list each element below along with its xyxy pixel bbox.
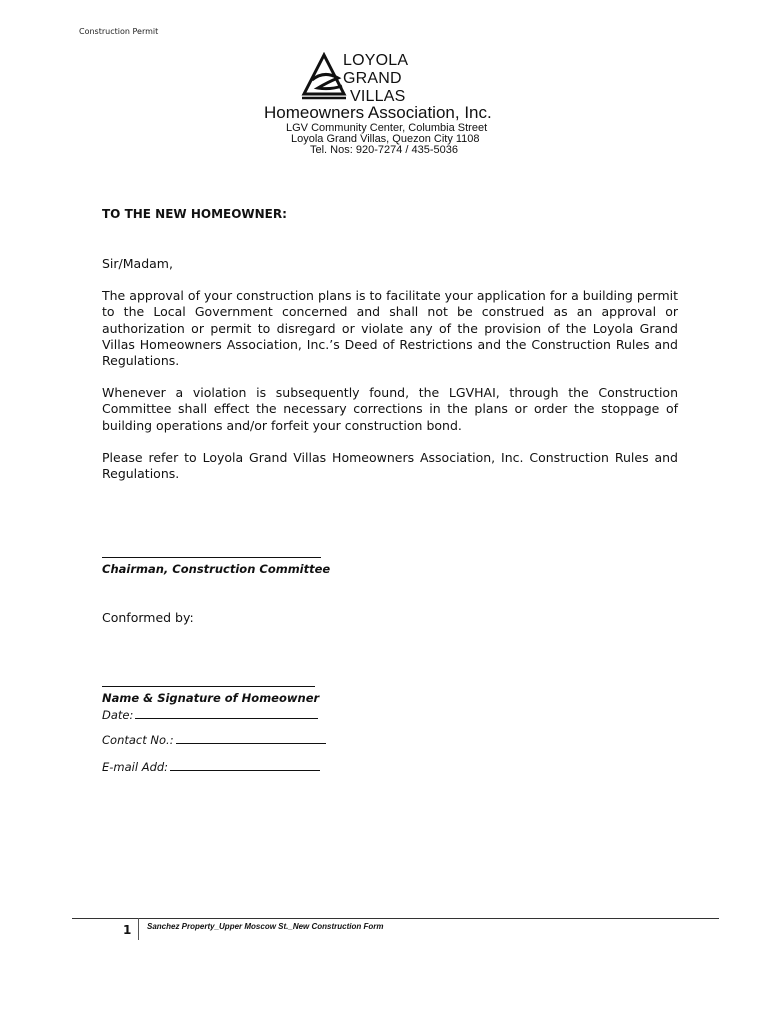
contact-blank[interactable] xyxy=(176,732,326,744)
date-field xyxy=(102,707,318,722)
logo-word-villas: VILLAS xyxy=(350,88,406,105)
footer-divider xyxy=(72,918,719,919)
homeowner-signature-line[interactable] xyxy=(102,686,315,687)
organization-name: Homeowners Association, Inc. xyxy=(264,103,492,122)
salutation: Sir/Madam, xyxy=(102,256,173,271)
footer-separator xyxy=(138,918,139,940)
email-blank[interactable] xyxy=(170,759,320,771)
contact-label: Contact No.: xyxy=(102,733,174,747)
logo-word-grand: GRAND xyxy=(343,70,402,87)
date-label: Date: xyxy=(102,708,134,722)
date-blank[interactable] xyxy=(135,707,318,719)
page-number: 1 xyxy=(123,923,132,937)
footer-document-name: Sanchez Property_Upper Moscow St._New Construction Form xyxy=(147,922,384,931)
contact-field xyxy=(102,732,326,747)
paragraph-refer: Please refer to Loyola Grand Villas Homeowners Association, Inc. Construction Rules and Regulations. xyxy=(102,450,678,482)
address-line-1: LGV Community Center, Columbia Street xyxy=(286,122,488,134)
address-line-2: Loyola Grand Villas, Quezon City 1108 xyxy=(291,133,480,145)
email-label: E-mail Add: xyxy=(102,760,169,774)
paragraph-approval: The approval of your construction plans is to facilitate your application for a building permit to the Local Government concerned and shall not be construed as an approval or authorization or permit to disregard or violate any of the provision of the Loyola Grand Villas Homeowners Association, Inc.’s Deed of Restrictions and the Construction Rules and Regulations. xyxy=(102,288,678,369)
running-header: Construction Permit xyxy=(79,27,159,36)
logo-word-loyola: LOYOLA xyxy=(343,52,409,69)
email-field xyxy=(102,759,320,774)
chairman-label: Chairman, Construction Committee xyxy=(102,562,331,576)
homeowner-label: Name & Signature of Homeowner xyxy=(102,691,320,705)
chairman-signature-line[interactable] xyxy=(102,557,321,558)
conformed-by-label: Conformed by: xyxy=(102,610,194,625)
addressee-heading: TO THE NEW HOMEOWNER: xyxy=(102,207,287,221)
paragraph-violation: Whenever a violation is subsequently found, the LGVHAI, through the Construction Committee shall effect the necessary corrections in the plans or order the stoppage of building operations and/or forfeit your construction bond. xyxy=(102,385,678,433)
phone-line: Tel. Nos: 920-7274 / 435-5036 xyxy=(310,144,458,156)
